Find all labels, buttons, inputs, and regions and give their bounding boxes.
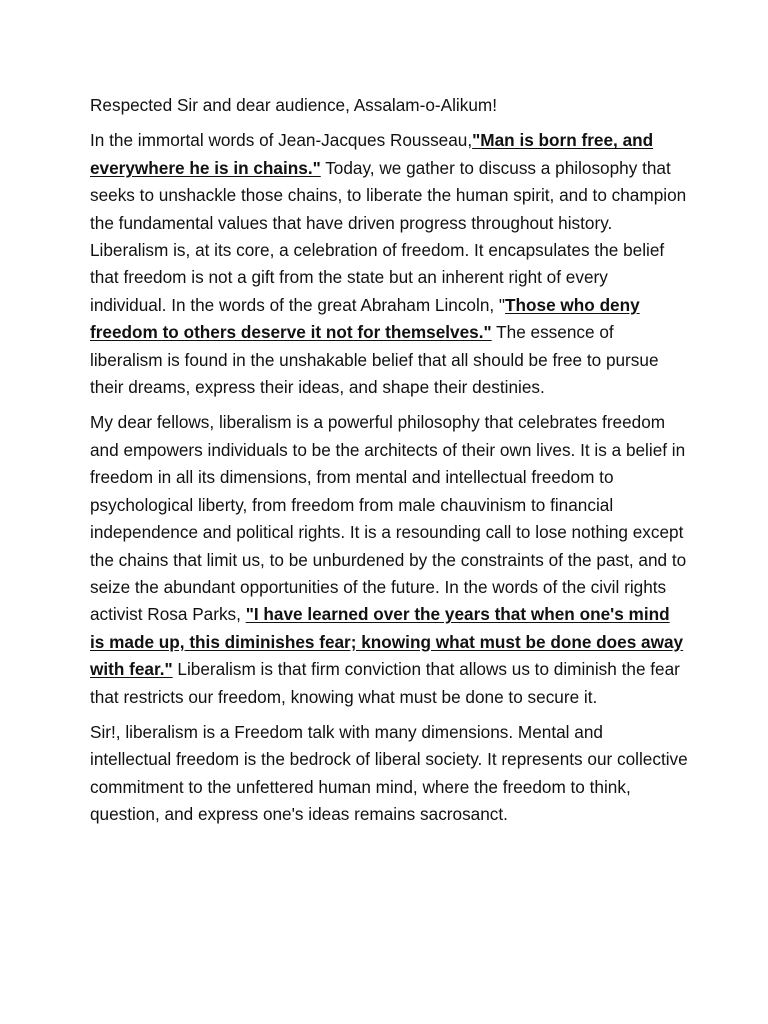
paragraph-text: In the immortal words of Jean-Jacques Rousseau,	[90, 130, 473, 151]
paragraph-text: Today, we gather to discuss a philosophy that seeks to unshackle those chains, to liberate the human spirit, and to champion the fundamental values that have driven progress throughout history. Liberalism is, at its core, a celebration of freedom. It encapsulates the belief that freedom is not a gift from the state but an inherent right of every individual. In the words of the great Abraham Lincoln, "	[90, 157, 687, 315]
paragraph-text: My dear fellows, liberalism is a powerful philosophy that celebrates freedom and empowers individuals to be the architects of their own lives. It is a belief in freedom in all its dimensions, from mental and intellectual freedom to psychological liberty, from freedom from male chauvinism to financial independence and political rights. It is a resounding call to lose nothing except the chains that limit us, to be unburdened by the constraints of the past, and to seize the abundant opportunities of the future. In the words of the civil rights activist Rosa Parks,	[90, 412, 687, 625]
rousseau-lincoln-paragraph	[90, 127, 688, 401]
mental-freedom-paragraph: Sir!, liberalism is a Freedom talk with many dimensions. Mental and intellectual freedom is the bedrock of liberal society. It represents our collective commitment to the unfettered human mind, where the freedom to think, question, and express one's ideas remains sacrosanct.	[90, 721, 688, 825]
document-body	[90, 92, 688, 837]
rosa-parks-paragraph	[90, 409, 688, 710]
rousseau-quote: "Man is born free, and everywhere he is in chains."	[90, 130, 654, 178]
rosa-parks-quote: "I have learned over the years that when one's mind is made up, this diminishes fear; knowing what must be done does away with fear."	[90, 604, 684, 680]
greeting-paragraph: Respected Sir and dear audience, Assalam-o-Alikum!	[90, 95, 497, 115]
lincoln-quote: Those who deny freedom to others deserve it not for themselves."	[90, 294, 640, 343]
paragraph-text: Liberalism is that firm conviction that allows us to diminish the fear that restricts our freedom, knowing what must be done to secure it.	[90, 659, 680, 707]
paragraph-text: The essence of liberalism is found in the unshakable belief that all should be free to pursue their dreams, express their ideas, and shape their destinies.	[90, 322, 659, 398]
